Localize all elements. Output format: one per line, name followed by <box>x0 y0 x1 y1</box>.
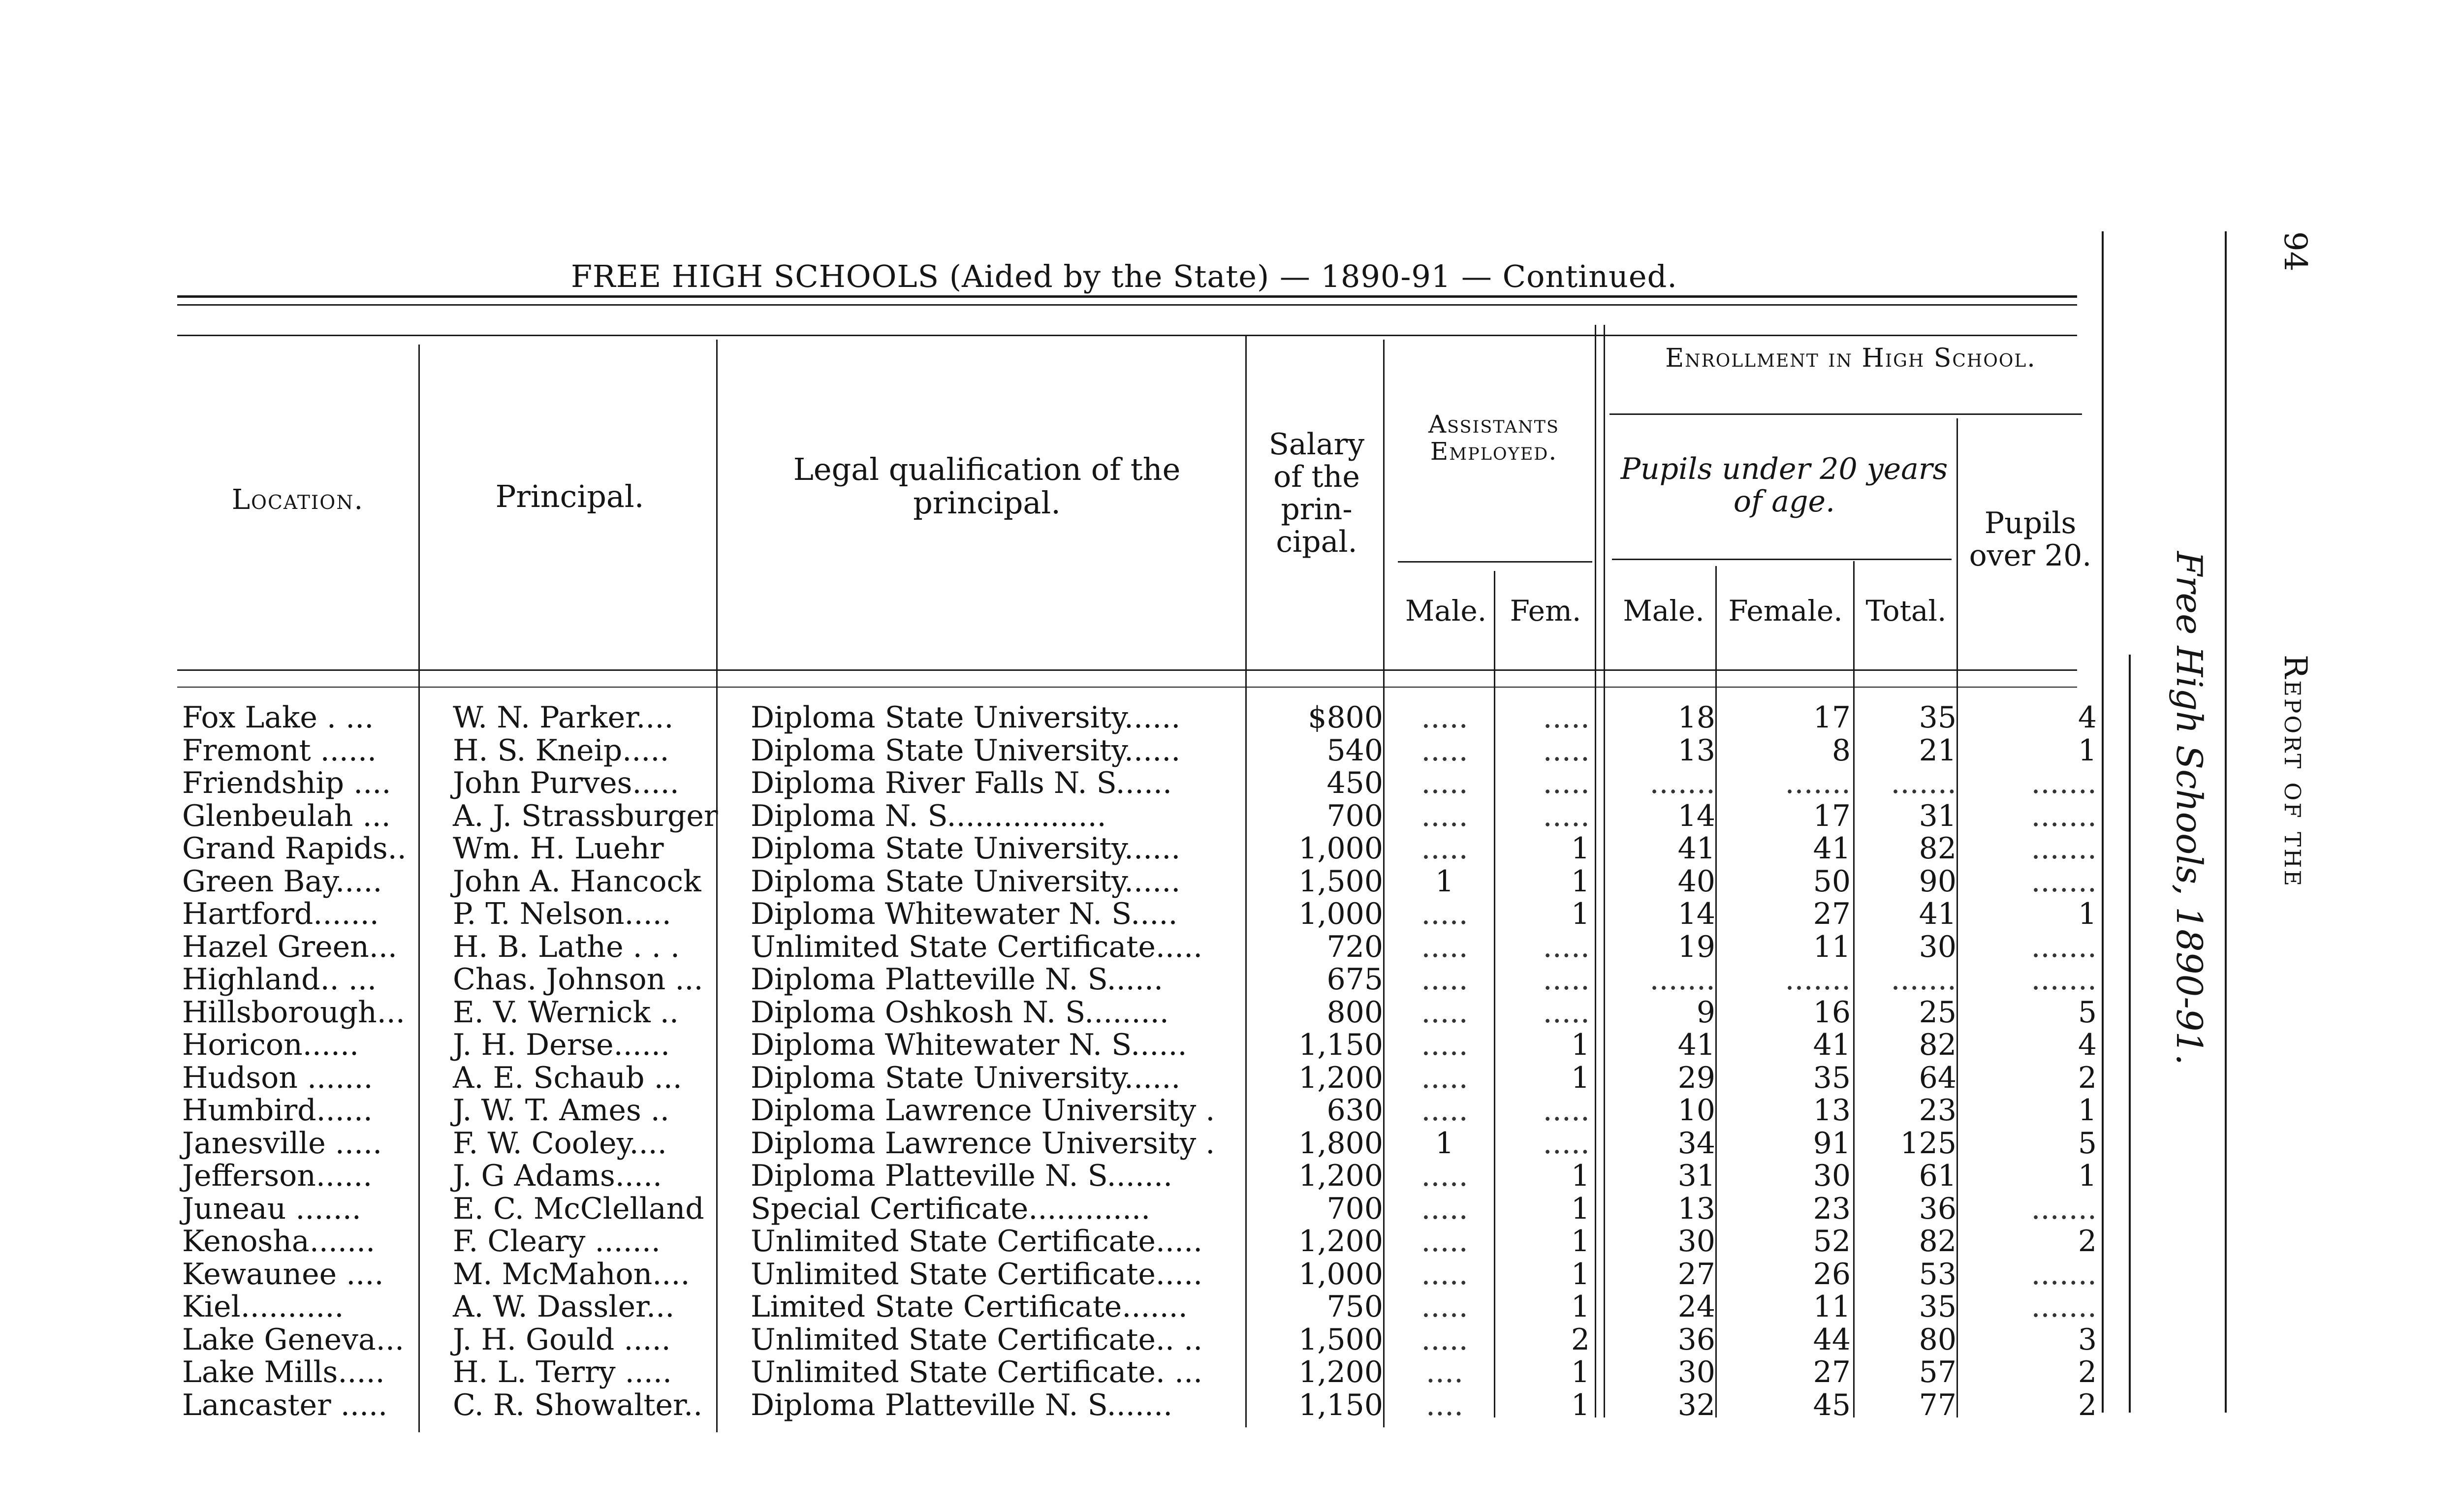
cell-principal: H. S. Kneip..... <box>453 733 669 768</box>
cell-asst-fem: 1 <box>1571 1224 1590 1259</box>
cell-asst-fem: 1 <box>1571 1060 1590 1095</box>
cell-qualification: Diploma State University...... <box>751 831 1181 866</box>
cell-total: 82 <box>1919 1224 1956 1259</box>
cell-location: Horicon...... <box>182 1028 359 1062</box>
cell-over20: 5 <box>2078 995 2097 1030</box>
cell-over20: 4 <box>2078 1028 2097 1062</box>
cell-female: 11 <box>1813 1290 1851 1324</box>
cell-salary: 1,200 <box>1298 1224 1383 1259</box>
cell-female: 41 <box>1813 831 1851 866</box>
cell-asst-fem: ..... <box>1543 1126 1590 1161</box>
divider-enr-male <box>1715 566 1717 1418</box>
cell-male: ....... <box>1649 766 1715 800</box>
cell-asst-fem: ..... <box>1543 733 1590 768</box>
cell-asst-fem: 1 <box>1571 1387 1590 1422</box>
cell-location: Fremont ...... <box>182 733 377 768</box>
cell-male: 40 <box>1677 864 1715 899</box>
cell-salary: 1,200 <box>1298 1159 1383 1193</box>
cell-qualification: Diploma Lawrence University . <box>751 1093 1215 1128</box>
cell-asst-fem: 1 <box>1571 1191 1590 1226</box>
cell-asst-male: ..... <box>1421 798 1468 833</box>
cell-total: 125 <box>1900 1126 1956 1161</box>
cell-location: Hartford....... <box>182 897 379 931</box>
cell-male: 27 <box>1677 1257 1715 1292</box>
cell-location: Kewaunee .... <box>182 1257 384 1292</box>
cell-female: 16 <box>1813 995 1851 1030</box>
cell-female: 30 <box>1813 1159 1851 1193</box>
cell-asst-fem: ..... <box>1543 995 1590 1030</box>
cell-salary: 700 <box>1326 1191 1383 1226</box>
cell-male: 41 <box>1677 831 1715 866</box>
cell-principal: A. E. Schaub ... <box>453 1060 682 1095</box>
header-under20: Pupils under 20 years of age. <box>1620 452 1948 519</box>
cell-location: Friendship .... <box>182 766 391 800</box>
cell-male: 13 <box>1677 733 1715 768</box>
cell-female: 52 <box>1813 1224 1851 1259</box>
divider-assist-enroll-2 <box>1604 325 1605 1418</box>
cell-principal: J. G Adams..... <box>453 1159 663 1193</box>
cell-total: 64 <box>1919 1060 1956 1095</box>
cell-female: ....... <box>1785 766 1851 800</box>
cell-salary: 1,200 <box>1298 1355 1383 1389</box>
header-enr-male: Male. <box>1623 594 1704 628</box>
cell-principal: E. V. Wernick .. <box>453 995 679 1030</box>
cell-total: 31 <box>1919 798 1956 833</box>
cell-total: 57 <box>1919 1355 1956 1389</box>
cell-qualification: Diploma State University...... <box>751 733 1181 768</box>
cell-asst-male: ..... <box>1421 1191 1468 1226</box>
cell-salary: 1,000 <box>1298 831 1383 866</box>
cell-male: 30 <box>1677 1224 1715 1259</box>
cell-salary: 1,500 <box>1298 864 1383 899</box>
cell-asst-fem: 1 <box>1571 1159 1590 1193</box>
cell-principal: John A. Hancock <box>453 864 701 899</box>
cell-asst-male: ..... <box>1421 1159 1468 1193</box>
cell-principal: A. W. Dassler... <box>453 1290 675 1324</box>
running-head: Report of the <box>2277 655 2313 888</box>
cell-over20: ....... <box>2031 1290 2097 1324</box>
header-assistants: Assistants Employed. <box>1428 410 1559 466</box>
top-rule-1 <box>177 295 2077 298</box>
cell-principal: A. J. Strassburger <box>453 798 718 833</box>
cell-female: 27 <box>1813 897 1851 931</box>
cell-location: Hudson ....... <box>182 1060 373 1095</box>
top-rule-3 <box>177 335 2077 336</box>
cell-asst-fem: ..... <box>1543 700 1590 735</box>
cell-location: Highland.. ... <box>182 962 377 997</box>
cell-over20: ....... <box>2031 962 2097 997</box>
cell-asst-male: ..... <box>1421 1060 1468 1095</box>
cell-female: 8 <box>1831 733 1851 768</box>
cell-male: 34 <box>1677 1126 1715 1161</box>
cell-female: 26 <box>1813 1257 1851 1292</box>
cell-over20: ....... <box>2031 1257 2097 1292</box>
cell-over20: ....... <box>2031 864 2097 899</box>
divider-location <box>418 345 420 1432</box>
cell-salary: 1,000 <box>1298 1257 1383 1292</box>
cell-qualification: Diploma Platteville N. S....... <box>751 1159 1173 1193</box>
cell-qualification: Diploma Oshkosh N. S......... <box>751 995 1169 1030</box>
cell-asst-male: .... <box>1425 1387 1464 1422</box>
cell-total: 80 <box>1919 1322 1956 1357</box>
cell-female: 17 <box>1813 700 1851 735</box>
cell-asst-fem: ..... <box>1543 766 1590 800</box>
divider-right-2 <box>2129 655 2131 1413</box>
cell-principal: John Purves..... <box>453 766 679 800</box>
cell-asst-male: ..... <box>1421 962 1468 997</box>
cell-total: 82 <box>1919 831 1956 866</box>
cell-asst-male: ..... <box>1421 766 1468 800</box>
cell-qualification: Diploma Platteville N. S....... <box>751 1387 1173 1422</box>
cell-asst-male: ..... <box>1421 1028 1468 1062</box>
cell-asst-fem: 1 <box>1571 831 1590 866</box>
cell-over20: 2 <box>2078 1060 2097 1095</box>
header-qualification: Legal qualification of the principal. <box>793 451 1181 521</box>
cell-principal: W. N. Parker.... <box>453 700 674 735</box>
cell-asst-fem: 1 <box>1571 1028 1590 1062</box>
cell-salary: 1,200 <box>1298 1060 1383 1095</box>
cell-asst-fem: 1 <box>1571 1355 1590 1389</box>
cell-female: 23 <box>1813 1191 1851 1226</box>
cell-asst-fem: ..... <box>1543 962 1590 997</box>
header-over20: Pupils over 20. <box>1969 506 2092 573</box>
cell-total: 90 <box>1919 864 1956 899</box>
cell-female: 17 <box>1813 798 1851 833</box>
cell-location: Hillsborough... <box>182 995 405 1030</box>
cell-male: 19 <box>1677 929 1715 964</box>
data-top-rule <box>177 687 2077 688</box>
cell-female: 13 <box>1813 1093 1851 1128</box>
cell-male: 31 <box>1677 1159 1715 1193</box>
cell-male: 24 <box>1677 1290 1715 1324</box>
cell-total: 61 <box>1919 1159 1956 1193</box>
cell-principal: H. L. Terry ..... <box>453 1355 672 1389</box>
header-enr-total: Total. <box>1865 594 1947 628</box>
cell-male: 41 <box>1677 1028 1715 1062</box>
cell-principal: F. W. Cooley.... <box>453 1126 667 1161</box>
top-rule-2 <box>177 304 2077 306</box>
header-enrollment: Enrollment in High School. <box>1665 344 2036 373</box>
cell-asst-fem: 1 <box>1571 897 1590 931</box>
divider-assist-enroll-1 <box>1595 325 1596 1418</box>
under20-rule <box>1612 559 1952 560</box>
cell-location: Glenbeulah ... <box>182 798 391 833</box>
cell-qualification: Unlimited State Certificate.. .. <box>751 1322 1203 1357</box>
cell-female: 27 <box>1813 1355 1851 1389</box>
cell-location: Janesville ..... <box>182 1126 382 1161</box>
cell-principal: F. Cleary ....... <box>453 1224 661 1259</box>
cell-salary: $800 <box>1308 700 1383 735</box>
cell-female: 91 <box>1813 1126 1851 1161</box>
cell-qualification: Unlimited State Certificate..... <box>751 1224 1203 1259</box>
cell-over20: ....... <box>2031 929 2097 964</box>
cell-female: 41 <box>1813 1028 1851 1062</box>
cell-salary: 630 <box>1326 1093 1383 1128</box>
cell-asst-male: ..... <box>1421 733 1468 768</box>
cell-asst-male: ..... <box>1421 1093 1468 1128</box>
cell-qualification: Unlimited State Certificate..... <box>751 929 1203 964</box>
divider-enr-female <box>1853 561 1855 1418</box>
cell-principal: J. H. Derse...... <box>453 1028 670 1062</box>
cell-salary: 1,800 <box>1298 1126 1383 1161</box>
cell-asst-fem: ..... <box>1543 1093 1590 1128</box>
cell-asst-male: ..... <box>1421 1322 1468 1357</box>
cell-male: 32 <box>1677 1387 1715 1422</box>
divider-qualification <box>1245 335 1247 1427</box>
cell-female: 50 <box>1813 864 1851 899</box>
cell-male: ....... <box>1649 962 1715 997</box>
cell-location: Kenosha....... <box>182 1224 376 1259</box>
cell-asst-male: ..... <box>1421 1290 1468 1324</box>
cell-location: Green Bay..... <box>182 864 382 899</box>
cell-total: 25 <box>1919 995 1956 1030</box>
cell-male: 18 <box>1677 700 1715 735</box>
cell-salary: 1,150 <box>1298 1387 1383 1422</box>
bottom-header-rule <box>177 669 2077 671</box>
cell-qualification: Diploma State University...... <box>751 864 1181 899</box>
header-assist-male: Male. <box>1405 594 1487 628</box>
cell-male: 13 <box>1677 1191 1715 1226</box>
cell-male: 14 <box>1677 897 1715 931</box>
cell-over20: 1 <box>2078 733 2097 768</box>
cell-principal: H. B. Lathe . . . <box>453 929 680 964</box>
enroll-rule <box>1609 413 2082 415</box>
cell-location: Lake Mills..... <box>182 1355 385 1389</box>
cell-total: 21 <box>1919 733 1956 768</box>
cell-total: 53 <box>1919 1257 1956 1292</box>
header-principal: Principal. <box>495 478 644 514</box>
cell-asst-male: ..... <box>1421 897 1468 931</box>
cell-asst-male: .... <box>1425 1355 1464 1389</box>
cell-principal: M. McMahon.... <box>453 1257 690 1292</box>
cell-location: Lancaster ..... <box>182 1387 388 1422</box>
divider-assist-mf <box>1494 571 1495 1418</box>
cell-qualification: Unlimited State Certificate..... <box>751 1257 1203 1292</box>
cell-salary: 1,150 <box>1298 1028 1383 1062</box>
cell-principal: E. C. McClelland <box>453 1191 704 1226</box>
cell-qualification: Diploma State University...... <box>751 700 1181 735</box>
divider-total <box>1956 418 1958 1418</box>
cell-over20: 2 <box>2078 1355 2097 1389</box>
cell-principal: J. H. Gould ..... <box>453 1322 671 1357</box>
cell-over20: 3 <box>2078 1322 2097 1357</box>
cell-total: 30 <box>1919 929 1956 964</box>
cell-male: 30 <box>1677 1355 1715 1389</box>
cell-total: 82 <box>1919 1028 1956 1062</box>
cell-asst-male: ..... <box>1421 831 1468 866</box>
cell-location: Grand Rapids.. <box>182 831 407 866</box>
cell-asst-fem: ..... <box>1543 929 1590 964</box>
cell-total: 41 <box>1919 897 1956 931</box>
cell-qualification: Unlimited State Certificate. ... <box>751 1355 1203 1389</box>
cell-location: Juneau ....... <box>182 1191 361 1226</box>
cell-salary: 1,000 <box>1298 897 1383 931</box>
cell-salary: 540 <box>1326 733 1383 768</box>
cell-location: Hazel Green... <box>182 929 397 964</box>
header-enr-female: Female. <box>1728 594 1843 628</box>
cell-qualification: Limited State Certificate....... <box>751 1290 1188 1324</box>
cell-female: 44 <box>1813 1322 1851 1357</box>
cell-principal: Chas. Johnson ... <box>453 962 703 997</box>
cell-salary: 675 <box>1326 962 1383 997</box>
cell-over20: 1 <box>2078 1093 2097 1128</box>
assist-rule <box>1398 561 1592 563</box>
cell-total: 77 <box>1919 1387 1956 1422</box>
cell-female: 11 <box>1813 929 1851 964</box>
cell-male: 36 <box>1677 1322 1715 1357</box>
cell-female: 45 <box>1813 1387 1851 1422</box>
cell-male: 9 <box>1696 995 1715 1030</box>
cell-female: 35 <box>1813 1060 1851 1095</box>
cell-over20: ....... <box>2031 1191 2097 1226</box>
cell-over20: 1 <box>2078 897 2097 931</box>
cell-principal: P. T. Nelson..... <box>453 897 671 931</box>
cell-over20: 4 <box>2078 700 2097 735</box>
cell-asst-male: ..... <box>1421 995 1468 1030</box>
cell-asst-male: ..... <box>1421 700 1468 735</box>
header-assist-fem: Fem. <box>1510 594 1581 628</box>
cell-asst-male: ..... <box>1421 1257 1468 1292</box>
cell-total: ....... <box>1891 962 1956 997</box>
cell-asst-fem: 2 <box>1571 1322 1590 1357</box>
divider-right-1 <box>2102 231 2104 1413</box>
header-location: Location. <box>231 484 364 516</box>
cell-location: Lake Geneva... <box>182 1322 405 1357</box>
cell-total: 35 <box>1919 700 1956 735</box>
cell-location: Humbird...... <box>182 1093 373 1128</box>
cell-male: 29 <box>1677 1060 1715 1095</box>
cell-salary: 700 <box>1326 798 1383 833</box>
cell-asst-fem: 1 <box>1571 1257 1590 1292</box>
cell-qualification: Diploma Platteville N. S...... <box>751 962 1164 997</box>
cell-location: Jefferson...... <box>182 1159 373 1193</box>
cell-male: 14 <box>1677 798 1715 833</box>
cell-female: ....... <box>1785 962 1851 997</box>
cell-qualification: Special Certificate............. <box>751 1191 1151 1226</box>
cell-principal: J. W. T. Ames .. <box>453 1093 669 1128</box>
cell-qualification: Diploma Whitewater N. S...... <box>751 1028 1187 1062</box>
cell-asst-fem: 1 <box>1571 1290 1590 1324</box>
cell-total: ....... <box>1891 766 1956 800</box>
cell-salary: 450 <box>1326 766 1383 800</box>
cell-over20: 5 <box>2078 1126 2097 1161</box>
cell-over20: 2 <box>2078 1387 2097 1422</box>
cell-over20: ....... <box>2031 766 2097 800</box>
cell-over20: 1 <box>2078 1159 2097 1193</box>
cell-asst-fem: 1 <box>1571 864 1590 899</box>
cell-qualification: Diploma Lawrence University . <box>751 1126 1215 1161</box>
cell-asst-male: 1 <box>1435 1126 1454 1161</box>
cell-salary: 750 <box>1326 1290 1383 1324</box>
cell-salary: 1,500 <box>1298 1322 1383 1357</box>
cell-principal: C. R. Showalter.. <box>453 1387 703 1422</box>
cell-total: 35 <box>1919 1290 1956 1324</box>
header-salary: Salary of the prin- cipal. <box>1268 427 1365 559</box>
cell-total: 36 <box>1919 1191 1956 1226</box>
cell-male: 10 <box>1677 1093 1715 1128</box>
cell-asst-male: 1 <box>1435 864 1454 899</box>
cell-asst-male: ..... <box>1421 929 1468 964</box>
cell-principal: Wm. H. Luehr <box>453 831 664 866</box>
cell-asst-fem: ..... <box>1543 798 1590 833</box>
cell-location: Kiel........... <box>182 1290 344 1324</box>
side-title: Free High Schools, 1890-91. <box>2169 551 2210 1066</box>
page-number: 94 <box>2277 231 2313 272</box>
cell-location: Fox Lake . ... <box>182 700 374 735</box>
cell-qualification: Diploma N. S................. <box>751 798 1106 833</box>
page-title: FREE HIGH SCHOOLS (Aided by the State) — 1890-91 — Continued. <box>571 258 1678 294</box>
cell-qualification: Diploma State University...... <box>751 1060 1181 1095</box>
divider-salary <box>1383 340 1385 1427</box>
cell-qualification: Diploma Whitewater N. S..... <box>751 897 1178 931</box>
cell-over20: 2 <box>2078 1224 2097 1259</box>
cell-over20: ....... <box>2031 798 2097 833</box>
cell-asst-male: ..... <box>1421 1224 1468 1259</box>
cell-salary: 800 <box>1326 995 1383 1030</box>
cell-total: 23 <box>1919 1093 1956 1128</box>
divider-right-3 <box>2225 231 2227 1413</box>
cell-qualification: Diploma River Falls N. S...... <box>751 766 1172 800</box>
cell-over20: ....... <box>2031 831 2097 866</box>
cell-salary: 720 <box>1326 929 1383 964</box>
